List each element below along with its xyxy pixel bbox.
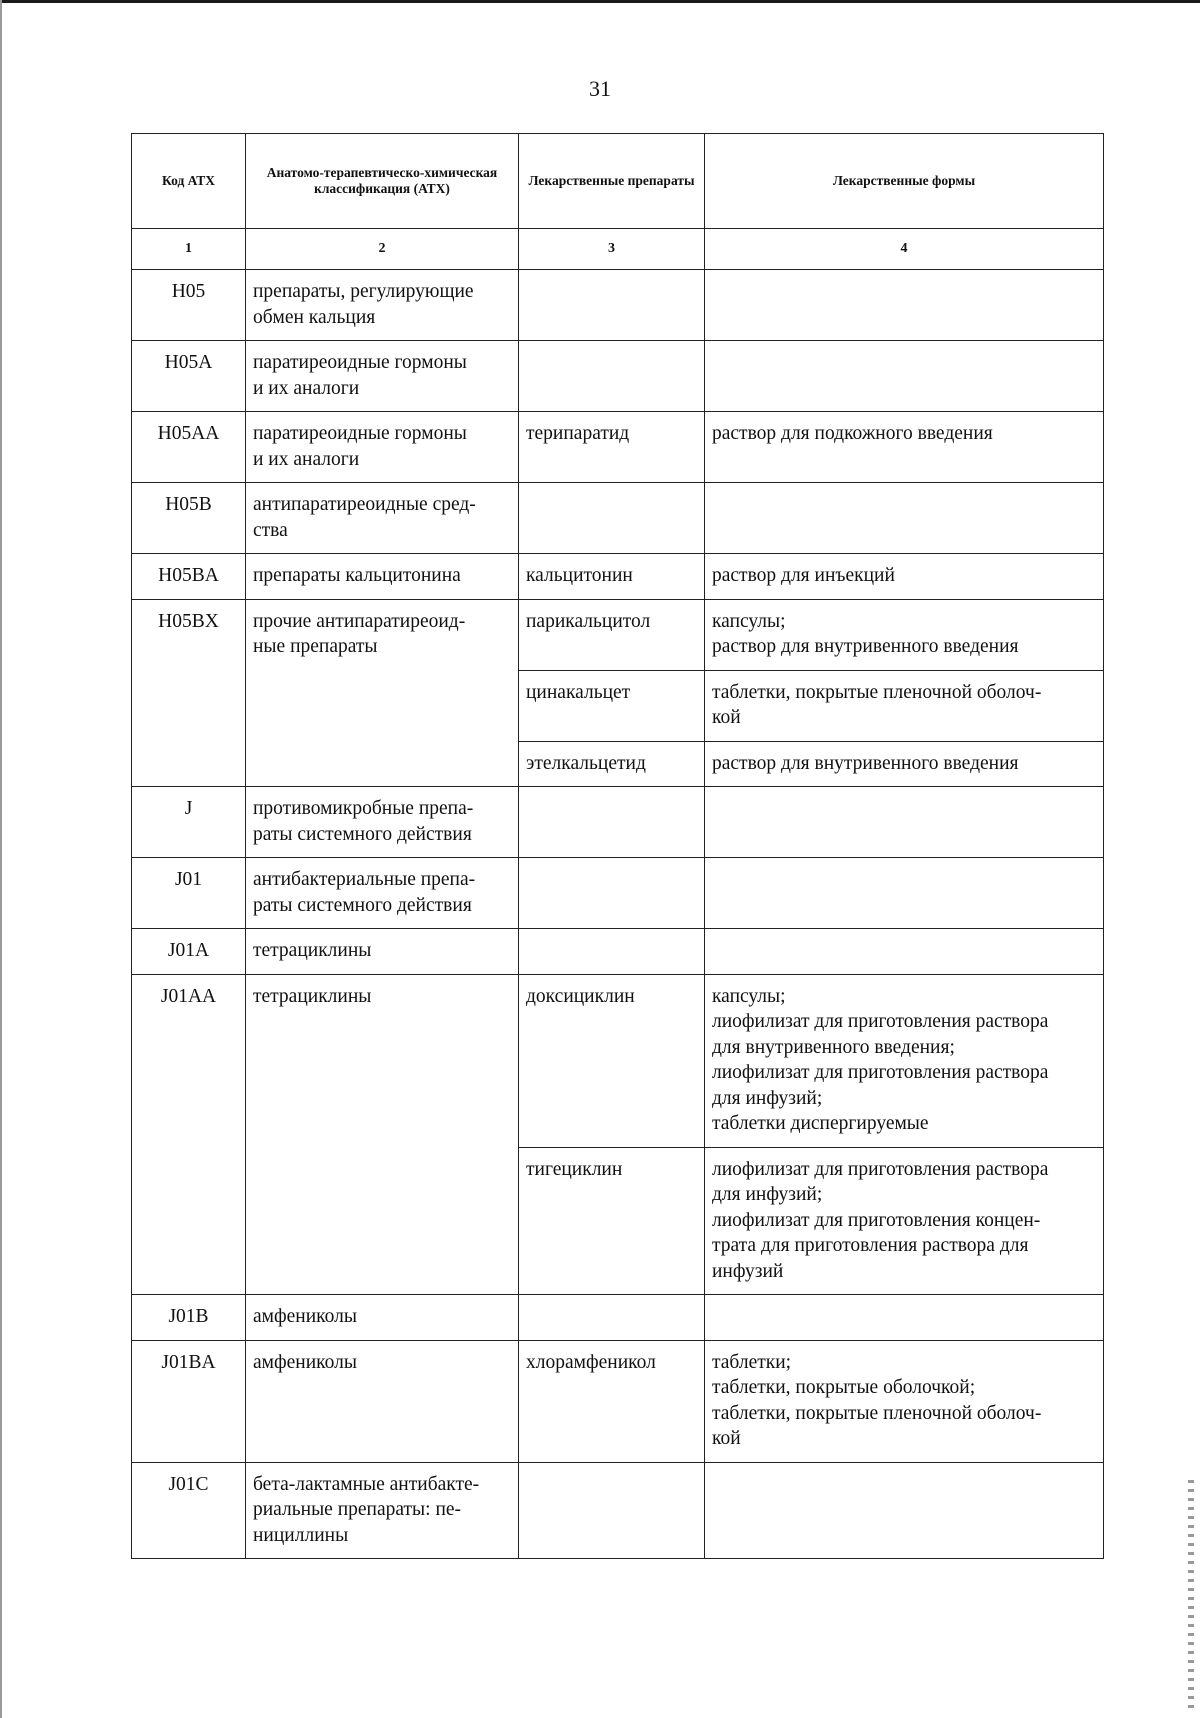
drug-name-cell-empty (519, 858, 705, 929)
classification-cell (246, 974, 519, 1295)
drug-name-cell: хлорамфеникол (519, 1340, 705, 1462)
drug-name-cell: тигециклин (519, 1147, 705, 1295)
dosage-forms-cell-empty (705, 341, 1104, 412)
drug-name-cell: кальцитонин (519, 554, 705, 600)
dosage-form-line: для инфузий; (712, 1184, 823, 1205)
dosage-form-line: лиофилизат для приготовления концен- (712, 1209, 1041, 1231)
table-row (132, 1340, 1104, 1462)
header-atc-code: Код АТХ (132, 134, 246, 229)
drug-name-cell-empty (519, 1295, 705, 1341)
dosage-form-line: для внутривенного введения; (712, 1036, 955, 1058)
drug-name-cell: доксициклин (519, 974, 705, 1147)
classification-line: ные препараты (253, 636, 378, 657)
table-row (132, 974, 1104, 1147)
drug-name-cell: терипаратид (519, 412, 705, 483)
table-row (132, 1295, 1104, 1341)
atc-code-cell: J01C (132, 1462, 246, 1559)
table-row (132, 483, 1104, 554)
dosage-form-line: лиофилизат для приготовления раствора (712, 1011, 1049, 1032)
classification-line: паратиреоидные гормоны (253, 352, 467, 373)
classification-cell (246, 787, 519, 858)
page-number: 31 (589, 76, 611, 101)
header-dosage-forms: Лекарственные формы (705, 134, 1104, 229)
classification-line: амфениколы (253, 1351, 357, 1373)
classification-cell (246, 1462, 519, 1559)
atc-code-cell: J01A (132, 929, 246, 975)
column-number: 4 (705, 229, 1104, 270)
atc-code-cell: J01B (132, 1295, 246, 1341)
dosage-forms-cell-empty (705, 1462, 1104, 1559)
classification-line: препараты кальцитонина (253, 565, 461, 586)
dosage-forms-cell (705, 1340, 1104, 1462)
header-drugs: Лекарственные препараты (519, 134, 705, 229)
atc-code-cell: H05B (132, 483, 246, 554)
drug-name-cell-empty (519, 787, 705, 858)
column-number: 2 (246, 229, 519, 270)
atc-code-cell: J01 (132, 858, 246, 929)
dosage-forms-cell-empty (705, 787, 1104, 858)
classification-line: обмен кальция (253, 306, 376, 328)
column-number: 1 (132, 229, 246, 270)
table-row (132, 599, 1104, 670)
atc-code-cell: J (132, 787, 246, 858)
classification-line: раты системного действия (253, 894, 472, 916)
table-body (132, 270, 1104, 1559)
dosage-forms-cell (705, 554, 1104, 600)
header-row (132, 134, 1104, 229)
dosage-form-line: капсулы; (712, 985, 786, 1007)
atc-code-cell: H05BX (132, 599, 246, 787)
classification-cell (246, 1295, 519, 1341)
classification-cell (246, 270, 519, 341)
drug-name-cell: цинакальцет (519, 670, 705, 741)
drug-name-cell: этелкальцетид (519, 741, 705, 787)
dosage-form-line: лиофилизат для приготовления раствора (712, 1062, 1049, 1083)
classification-line: антипаратиреоидные сред- (253, 494, 476, 515)
classification-line: противомикробные препа- (253, 798, 474, 819)
dosage-form-line: капсулы; (712, 610, 786, 632)
classification-line: риальные препараты: пе- (253, 1499, 462, 1520)
classification-line: и их аналоги (253, 377, 360, 399)
dosage-forms-cell (705, 670, 1104, 741)
atc-code-cell: H05 (132, 270, 246, 341)
classification-cell (246, 483, 519, 554)
drug-name-cell-empty (519, 929, 705, 975)
drug-name-cell: парикальцитол (519, 599, 705, 670)
column-number: 3 (519, 229, 705, 270)
dosage-form-line: для инфузий; (712, 1087, 823, 1109)
dosage-forms-cell-empty (705, 929, 1104, 975)
atc-table (131, 133, 1104, 1559)
dosage-form-line: кой (712, 1428, 741, 1449)
atc-code-cell: J01BA (132, 1340, 246, 1462)
table-row (132, 929, 1104, 975)
classification-cell (246, 1340, 519, 1462)
dosage-forms-cell (705, 1147, 1104, 1295)
column-number-row (132, 229, 1104, 270)
table-row (132, 270, 1104, 341)
classification-line: препараты, регулирующие (253, 281, 474, 302)
dosage-form-line: инфузий (712, 1260, 784, 1282)
dosage-forms-cell-empty (705, 858, 1104, 929)
drug-name-cell-empty (519, 341, 705, 412)
classification-line: раты системного действия (253, 823, 472, 845)
atc-code-cell: H05BA (132, 554, 246, 600)
classification-line: тетрациклины (253, 940, 372, 961)
dosage-form-line: таблетки, покрытые оболочкой; (712, 1377, 976, 1398)
classification-line: ства (253, 519, 288, 541)
dosage-form-line: раствор для инъекций (712, 565, 895, 586)
dosage-forms-cell-empty (705, 270, 1104, 341)
table-row (132, 1462, 1104, 1559)
table-row (132, 341, 1104, 412)
dosage-form-line: раствор для подкожного введения (712, 423, 993, 444)
classification-cell (246, 412, 519, 483)
classification-cell (246, 858, 519, 929)
classification-cell (246, 341, 519, 412)
classification-cell (246, 554, 519, 600)
drug-name-cell-empty (519, 1462, 705, 1559)
drug-name-cell-empty (519, 483, 705, 554)
scan-margin-noise (1188, 1480, 1194, 1710)
table-row (132, 412, 1104, 483)
scan-left-edge (0, 0, 2, 1718)
dosage-form-line: таблетки, покрытые пленочной оболоч- (712, 681, 1042, 703)
dosage-form-line: таблетки; (712, 1351, 792, 1373)
dosage-form-line: раствор для внутривенного введения (712, 636, 1019, 657)
scan-top-edge (0, 0, 1200, 3)
dosage-forms-cell (705, 974, 1104, 1147)
classification-line: амфениколы (253, 1306, 357, 1327)
atc-code-cell: H05A (132, 341, 246, 412)
atc-code-cell: J01AA (132, 974, 246, 1295)
dosage-forms-cell (705, 741, 1104, 787)
classification-line: нициллины (253, 1524, 349, 1546)
classification-line: паратиреоидные гормоны (253, 423, 467, 444)
dosage-forms-cell-empty (705, 483, 1104, 554)
dosage-form-line: таблетки, покрытые пленочной оболоч- (712, 1402, 1042, 1424)
table-row (132, 787, 1104, 858)
dosage-form-line: таблетки диспергируемые (712, 1113, 929, 1134)
dosage-form-line: лиофилизат для приготовления раствора (712, 1158, 1049, 1180)
classification-cell (246, 929, 519, 975)
classification-line: прочие антипаратиреоид- (253, 610, 466, 632)
dosage-form-line: раствор для внутривенного введения (712, 752, 1019, 774)
dosage-forms-cell (705, 599, 1104, 670)
drug-name-cell-empty (519, 270, 705, 341)
atc-code-cell: H05AA (132, 412, 246, 483)
dosage-forms-cell (705, 412, 1104, 483)
classification-line: антибактериальные препа- (253, 869, 476, 890)
classification-line: тетрациклины (253, 985, 372, 1007)
dosage-forms-cell-empty (705, 1295, 1104, 1341)
table-row (132, 554, 1104, 600)
dosage-form-line: кой (712, 707, 741, 728)
classification-line: и их аналоги (253, 448, 360, 470)
dosage-form-line: трата для приготовления раствора для (712, 1235, 1029, 1256)
classification-line: бета-лактамные антибакте- (253, 1473, 480, 1495)
header-classification: Анатомо-терапевтическо-химическая классификация (АТХ) (246, 134, 519, 229)
table-row (132, 858, 1104, 929)
classification-cell (246, 599, 519, 787)
